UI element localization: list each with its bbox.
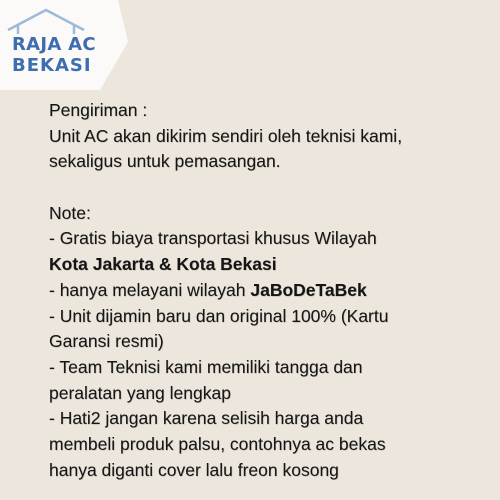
note-item-3-line-1: - Unit dijamin baru dan original 100% (Kartu (49, 305, 389, 326)
logo-text-raja-ac: RAJA AC (12, 34, 96, 55)
info-text-block (49, 98, 489, 483)
note-item-4-line-2: peralatan yang lengkap (49, 382, 231, 403)
note-item-5-line-3: hanya diganti cover lalu freon kosong (49, 459, 339, 480)
shipping-line-1: Unit AC akan dikirim sendiri oleh teknisi kami, (49, 125, 403, 146)
shipping-heading: Pengiriman : (49, 100, 148, 120)
note-item-1-line-1: - Gratis biaya transportasi khusus Wilayah (49, 228, 377, 249)
note-item-2-prefix: - hanya melayani wilayah (49, 279, 251, 300)
note-item-2 (49, 278, 489, 304)
shipping-line-2: sekaligus untuk pemasangan. (49, 151, 281, 172)
note-item-1-line-2 (49, 252, 489, 278)
note-item-4-line-1: - Team Teknisi kami memiliki tangga dan (49, 356, 363, 377)
note-item-5-line-1: - Hati2 jangan karena selisih harga anda (49, 408, 364, 429)
logo-text-bekasi: BEKASI (12, 55, 92, 76)
note-item-5-line-2: membeli produk palsu, contohnya ac bekas (49, 433, 386, 454)
note-heading: Note: (49, 202, 91, 223)
spacer (49, 175, 489, 201)
note-item-3-line-2: Garansi resmi) (49, 331, 164, 352)
note-item-2-bold-region: JaBoDeTaBek (250, 279, 367, 300)
raja-ac-bekasi-logo (6, 8, 96, 78)
note-item-1-bold-region: Kota Jakarta & Kota Bekasi (49, 254, 277, 275)
